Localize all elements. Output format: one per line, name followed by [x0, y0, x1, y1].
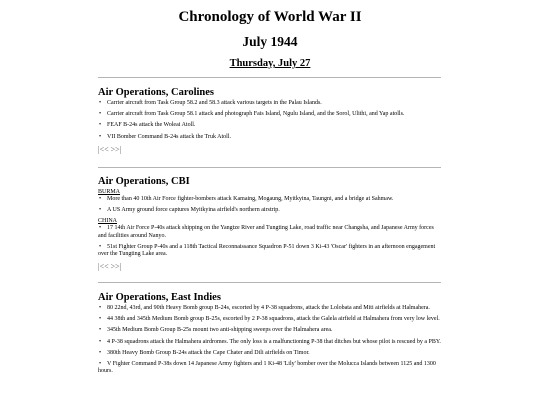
month-heading: July 1944 [242, 34, 298, 49]
list-item: • VII Bomber Command B-24s attack the Truk Atoll. [98, 134, 441, 141]
page-title: Chronology of World War II [178, 9, 362, 25]
list-item: • FEAF B-24s attack the Woleai Atoll. [98, 122, 441, 129]
section-nav [98, 262, 441, 271]
item-list [98, 196, 441, 214]
section-air-operations-carolines [98, 87, 441, 154]
list-item: • 345th Medium Bomb Group B-25s mount two anti-shipping sweeps over the Halmahera area. [98, 327, 441, 334]
nav-prev-link[interactable]: |<< [98, 262, 109, 272]
section-heading: Air Operations, CBI [98, 176, 190, 187]
item-list [98, 100, 441, 141]
item-list [98, 225, 441, 258]
section-heading: Air Operations, East Indies [98, 292, 221, 303]
subheading-china: CHINA [98, 218, 117, 225]
list-item: • Carrier aircraft from Task Group 58.1 attack and photograph Fais Island, Ngulu Island, and the Sorol, Ulithi, and Yap atolls. [98, 111, 441, 118]
list-item: • Carrier aircraft from Task Group 58.2 and 58.3 attack various targets in the Palau Islands. [98, 100, 441, 107]
divider [98, 167, 441, 168]
item-list [98, 305, 441, 375]
list-item: • 44 38th and 345th Medium Bomb group B-25s, escorted by 2 P-38 squadrons, attack the Galela airfield at Halmahera from very low level. [98, 316, 441, 323]
day-heading: Thursday, July 27 [229, 58, 311, 69]
list-item: • More than 40 10th Air Force fighter-bombers attack Kamaing, Mogaung, Myitkyina, Taungni, and a bridge at Sahmaw. [98, 196, 441, 203]
nav-prev-link[interactable]: |<< [98, 144, 109, 154]
subheading-burma: BURMA [98, 189, 121, 195]
divider [98, 282, 441, 283]
section-air-operations-cbi [98, 176, 441, 271]
list-item: • A US Army ground force captures Myitkyina airfield's northern airstrip. [98, 207, 441, 214]
list-item: • 80 22nd, 43rd, and 90th Heavy Bomb group B-24s, escorted by 4 P-38 squadrons, attack the Lolobata and Miti airfields at Halmahera. [98, 305, 441, 312]
list-item: • 51st Fighter Group P-40s and a 118th Tactical Reconnaissance Squadron P-51 down 3 Ki-43 'Oscar' fighters in an afternoon engagement over the Tungting Lake area. [98, 244, 441, 258]
divider [98, 77, 441, 78]
nav-next-link[interactable]: >>| [110, 144, 122, 154]
section-air-operations-east-indies [98, 292, 441, 379]
nav-next-link[interactable]: >>| [110, 262, 122, 272]
list-item: • V Fighter Command P-38s down 14 Japanese Army fighters and 1 Ki-48 'Lily' bomber over the Molucca Islands between 1125 and 1300 hours. [98, 361, 441, 375]
list-item: • 17 14th Air Force P-40s attack shipping on the Yangtze River and Tungting Lake, road traffic near Changsha, and Japanese Army forces and facilities around Nanyo. [98, 225, 441, 239]
list-item: • 380th Heavy Bomb Group B-24s attack the Cape Chater and Dili airfields on Timor. [98, 350, 441, 357]
section-nav [98, 145, 441, 154]
section-heading: Air Operations, Carolines [98, 87, 214, 98]
list-item: • 4 P-38 squadrons attack the Halmahera airdromes. The only loss is a malfunctioning P-38 that ditches but whose pilot is rescued by a PBY. [98, 339, 441, 346]
